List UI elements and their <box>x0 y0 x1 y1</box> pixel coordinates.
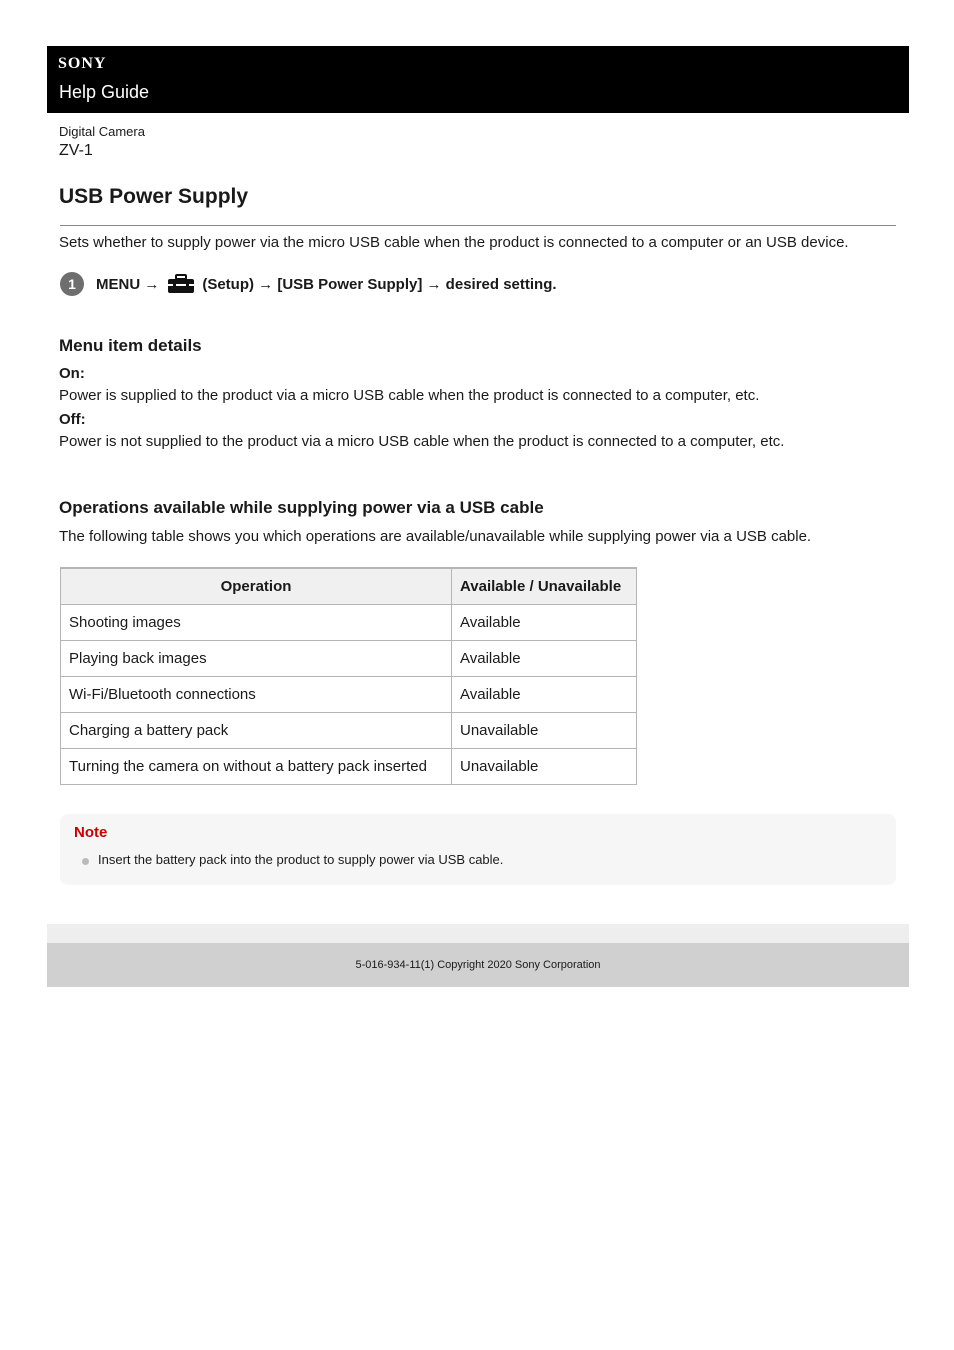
availability-cell: Available <box>452 605 637 641</box>
help-guide-title[interactable]: Help Guide <box>59 82 150 102</box>
operations-table <box>60 567 637 785</box>
table-row <box>61 713 637 749</box>
operations-heading: Operations available while supplying power via a USB cable <box>59 498 544 517</box>
breadcrumb-category: Digital Camera <box>59 124 145 139</box>
page-title: USB Power Supply <box>59 185 249 208</box>
availability-cell: Unavailable <box>452 749 637 785</box>
setup-toolbox-icon <box>167 274 195 294</box>
table-header-row <box>61 568 637 605</box>
breadcrumb-model: ZV-1 <box>59 142 93 159</box>
sony-logo[interactable]: SONY <box>58 55 107 72</box>
note-text: Insert the battery pack into the product to supply power via USB cable. <box>98 852 504 867</box>
item-off-description: Power is not supplied to the product via a micro USB cable when the product is connected to a computer, etc. <box>59 433 785 450</box>
item-on-label: On: <box>59 365 85 382</box>
column-header-availability: Available / Unavailable <box>452 568 637 605</box>
step-rest-text: (Setup) → [USB Power Supply] → desired setting. <box>202 275 557 293</box>
item-off-label: Off: <box>59 411 86 428</box>
note-item <box>82 852 503 867</box>
title-divider <box>60 225 896 226</box>
table-row <box>61 677 637 713</box>
item-on-description: Power is supplied to the product via a micro USB cable when the product is connected to a computer, etc. <box>59 387 760 404</box>
step-1 <box>60 271 557 297</box>
footer <box>47 943 909 987</box>
operation-cell: Turning the camera on without a battery pack inserted <box>61 749 452 785</box>
availability-cell: Unavailable <box>452 713 637 749</box>
footer-band <box>47 924 909 943</box>
availability-cell: Available <box>452 677 637 713</box>
note-title: Note <box>74 824 108 841</box>
table-row <box>61 749 637 785</box>
page-intro: Sets whether to supply power via the micro USB cable when the product is connected to a computer or an USB device. <box>59 234 849 251</box>
column-header-operation: Operation <box>61 568 452 605</box>
step-number-badge: 1 <box>60 272 84 296</box>
bullet-icon <box>82 858 89 865</box>
menu-details-heading: Menu item details <box>59 336 202 355</box>
operation-cell: Wi-Fi/Bluetooth connections <box>61 677 452 713</box>
table-row <box>61 641 637 677</box>
table-row <box>61 605 637 641</box>
step-menu-text: MENU → <box>96 275 160 293</box>
operation-cell: Playing back images <box>61 641 452 677</box>
site-header <box>47 46 909 113</box>
operations-intro: The following table shows you which operations are available/unavailable while supplying power via a USB cable. <box>59 528 812 545</box>
step-instruction <box>96 274 557 294</box>
copyright-text: 5-016-934-11(1) Copyright 2020 Sony Corporation <box>355 959 601 971</box>
operation-cell: Shooting images <box>61 605 452 641</box>
availability-cell: Available <box>452 641 637 677</box>
operation-cell: Charging a battery pack <box>61 713 452 749</box>
note-box <box>60 814 896 885</box>
